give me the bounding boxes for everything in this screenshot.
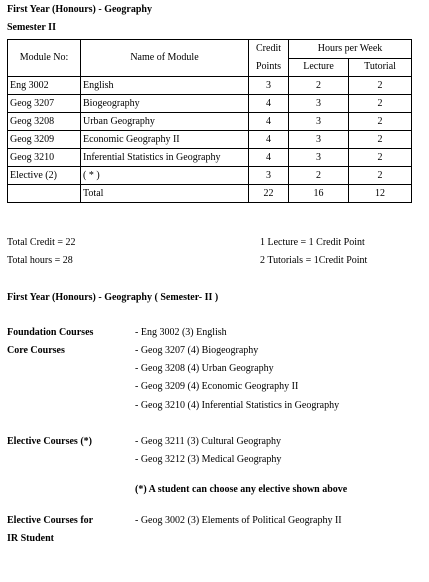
ir-label-line2: IR Student [7, 533, 54, 544]
cell-name: Economic Geography II [81, 131, 249, 149]
cell-lecture: 2 [289, 77, 349, 95]
ir-label-line1: Elective Courses for [7, 515, 94, 526]
cell-module-no: Geog 3209 [8, 131, 81, 149]
table-header-row [8, 40, 412, 59]
cell-credit: 4 [249, 149, 289, 167]
cell-name: Biogeography [81, 95, 249, 113]
cell-total-credit: 22 [249, 185, 289, 203]
cell-tutorial: 2 [349, 113, 412, 131]
header-module-no: Module No: [8, 40, 81, 77]
ir-item: - Geog 3002 (3) Elements of Political Geography II [135, 515, 342, 526]
cell-credit: 4 [249, 131, 289, 149]
core-item: - Geog 3210 (4) Inferential Statistics in Geography [135, 400, 340, 411]
table-row [8, 95, 412, 113]
cell-credit: 3 [249, 77, 289, 95]
header-credit: Credit Points [249, 40, 289, 77]
total-credit: Total Credit = 22 [7, 237, 76, 248]
cell-tutorial: 2 [349, 149, 412, 167]
semester-label: Semester II [7, 22, 56, 33]
core-item: - Geog 3209 (4) Economic Geography II [135, 381, 299, 392]
cell-tutorial: 2 [349, 95, 412, 113]
cell-tutorial: 2 [349, 131, 412, 149]
cell-credit: 3 [249, 167, 289, 185]
cell-tutorial: 2 [349, 77, 412, 95]
table-total-row [8, 185, 412, 203]
cell-lecture: 2 [289, 167, 349, 185]
cell-tutorial: 2 [349, 167, 412, 185]
foundation-label: Foundation Courses [7, 327, 94, 338]
elective-label: Elective Courses (*) [7, 436, 92, 447]
cell-credit: 4 [249, 95, 289, 113]
cell-module-no: Elective (2) [8, 167, 81, 185]
elective-note: (*) A student can choose any elective shown above [135, 484, 348, 495]
cell-name: Urban Geography [81, 113, 249, 131]
table-row [8, 167, 412, 185]
cell-name: Inferential Statistics in Geography [81, 149, 249, 167]
cell-total-label: Total [81, 185, 249, 203]
header-lecture: Lecture [289, 58, 349, 77]
modules-table [7, 39, 412, 203]
page-heading: First Year (Honours) - Geography [7, 4, 152, 15]
cell-total-lecture: 16 [289, 185, 349, 203]
cell-credit: 4 [249, 113, 289, 131]
cell-lecture: 3 [289, 113, 349, 131]
elective-item: - Geog 3211 (3) Cultural Geography [135, 436, 281, 447]
cell-name: English [81, 77, 249, 95]
header-name: Name of Module [81, 40, 249, 77]
table-row [8, 149, 412, 167]
elective-item: - Geog 3212 (3) Medical Geography [135, 454, 282, 465]
cell-lecture: 3 [289, 149, 349, 167]
cell-module-no: Geog 3208 [8, 113, 81, 131]
lecture-rule: 1 Lecture = 1 Credit Point [260, 237, 365, 248]
header-tutorial: Tutorial [349, 58, 412, 77]
tutorial-rule: 2 Tutorials = 1Credit Point [260, 255, 368, 266]
table-row [8, 113, 412, 131]
table-row [8, 77, 412, 95]
core-item: - Geog 3207 (4) Biogeography [135, 345, 259, 356]
cell-total-tutorial: 12 [349, 185, 412, 203]
cell-module-no: Geog 3210 [8, 149, 81, 167]
cell-lecture: 3 [289, 95, 349, 113]
cell-module-no: Eng 3002 [8, 77, 81, 95]
cell-total-empty [8, 185, 81, 203]
total-hours: Total hours = 28 [7, 255, 73, 266]
core-item: - Geog 3208 (4) Urban Geography [135, 363, 274, 374]
foundation-item: - Eng 3002 (3) English [135, 327, 227, 338]
section-heading: First Year (Honours) - Geography ( Semester- II ) [7, 292, 219, 303]
cell-module-no: Geog 3207 [8, 95, 81, 113]
header-hours: Hours per Week [289, 40, 412, 59]
cell-lecture: 3 [289, 131, 349, 149]
table-row [8, 131, 412, 149]
core-label: Core Courses [7, 345, 65, 356]
cell-name: ( * ) [81, 167, 249, 185]
